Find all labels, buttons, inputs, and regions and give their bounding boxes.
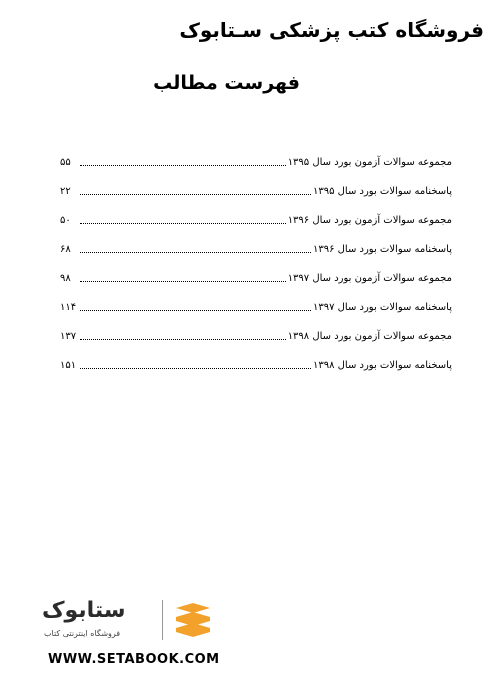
book-stack-logo-icon: [172, 600, 214, 642]
toc-entry[interactable]: [60, 198, 452, 227]
logo-tagline: فروشگاه اینترنتی کتاب: [44, 629, 121, 638]
toc-leader-dots: [80, 251, 311, 253]
toc-entry[interactable]: [60, 343, 452, 372]
toc-leader-dots: [80, 309, 311, 311]
toc-entry-page: ۶۸: [60, 244, 71, 255]
toc-entry-label: مجموعه سوالات آزمون بورد سال ۱۳۹۵: [287, 157, 452, 168]
toc-leader-dots: [80, 193, 311, 195]
toc-entry-label: پاسخنامه سوالات بورد سال ۱۳۹۸: [312, 360, 452, 371]
toc-entry-page: ۹۸: [60, 273, 71, 284]
toc-entry-page: ۱۵۱: [60, 360, 77, 371]
toc-entry-label: مجموعه سوالات آزمون بورد سال ۱۳۹۷: [287, 273, 452, 284]
toc-entry[interactable]: [60, 227, 452, 256]
logo-wordmark: ستابوک: [42, 598, 126, 623]
toc-entry-page: ۵۵: [60, 157, 71, 168]
toc-leader-dots: [80, 222, 286, 224]
toc-list: [60, 140, 452, 372]
toc-entry[interactable]: [60, 256, 452, 285]
toc-entry[interactable]: [60, 140, 452, 169]
toc-leader-dots: [80, 280, 286, 282]
toc-entry[interactable]: [60, 314, 452, 343]
toc-entry-label: پاسخنامه سوالات بورد سال ۱۳۹۶: [312, 244, 452, 255]
toc-title: فهرست مطالب: [153, 72, 300, 94]
toc-entry-label: مجموعه سوالات آزمون بورد سال ۱۳۹۶: [287, 215, 452, 226]
toc-leader-dots: [80, 338, 286, 340]
toc-entry[interactable]: [60, 169, 452, 198]
toc-entry-page: ۱۳۷: [60, 331, 77, 342]
logo-divider: [162, 600, 163, 640]
store-name: فروشگاه کتب پزشکی سـتابوک: [179, 18, 484, 42]
toc-entry-page: ۲۲: [60, 186, 71, 197]
toc-entry-label: پاسخنامه سوالات بورد سال ۱۳۹۷: [312, 302, 452, 313]
setabook-logo: [42, 598, 222, 644]
site-url: WWW.SETABOOK.COM: [48, 652, 220, 667]
toc-leader-dots: [80, 164, 286, 166]
toc-entry-label: مجموعه سوالات آزمون بورد سال ۱۳۹۸: [287, 331, 452, 342]
toc-leader-dots: [80, 367, 311, 369]
toc-entry-page: ۱۱۴: [60, 302, 77, 313]
toc-entry-page: ۵۰: [60, 215, 71, 226]
toc-entry[interactable]: [60, 285, 452, 314]
toc-entry-label: پاسخنامه سوالات بورد سال ۱۳۹۵: [312, 186, 452, 197]
